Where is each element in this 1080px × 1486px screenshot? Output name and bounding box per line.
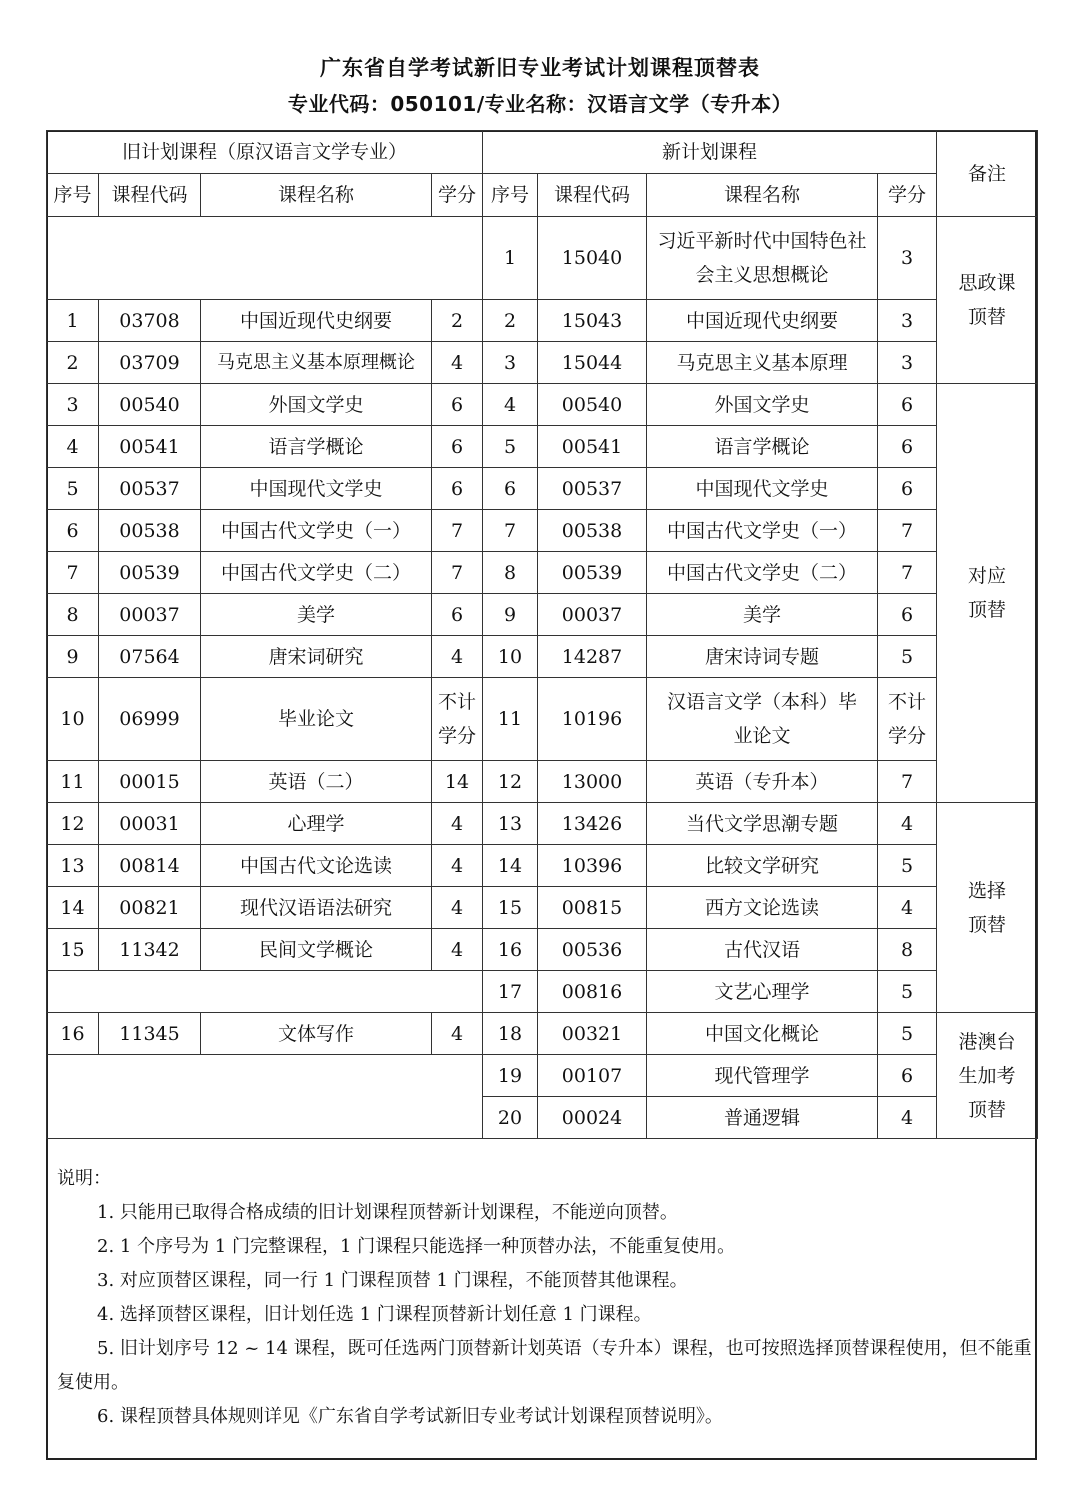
new-code-cell: 00537 — [538, 468, 647, 510]
page-title: 广东省自学考试新旧专业考试计划课程顶替表 — [320, 56, 760, 80]
new-seq-cell: 4 — [483, 384, 538, 426]
note-item: 5. 旧计划序号 12 ~ 14 课程，既可任选两门顶替新计划英语（专升本）课程，也可按照选择顶替课程使用，但不能重复使用。 — [57, 1338, 1032, 1393]
table-row — [47, 971, 1038, 1013]
new-code-cell: 14287 — [538, 636, 647, 678]
new-seq-cell: 2 — [483, 300, 538, 342]
old-credit-cell: 6 — [432, 594, 483, 636]
old-code-cell: 00540 — [99, 384, 201, 426]
old-name-cell: 文体写作 — [201, 1013, 432, 1055]
remark-header: 备注 — [937, 131, 1038, 217]
old-credit-cell: 6 — [432, 468, 483, 510]
new-seq-cell: 3 — [483, 342, 538, 384]
old-code-cell: 00037 — [99, 594, 201, 636]
new-name-cell: 西方文论选读 — [647, 887, 878, 929]
new-name-cell: 美学 — [647, 594, 878, 636]
remark-cell: 港澳台生加考顶替 — [937, 1013, 1038, 1139]
new-name-cell: 当代文学思潮专题 — [647, 803, 878, 845]
table-row — [47, 510, 1038, 552]
new-seq-cell: 17 — [483, 971, 538, 1013]
old-name-header: 课程名称 — [201, 174, 432, 217]
table-row — [47, 636, 1038, 678]
new-name-header: 课程名称 — [647, 174, 878, 217]
old-credit-cell: 4 — [432, 929, 483, 971]
table-row — [47, 678, 1038, 761]
new-code-cell: 00540 — [538, 384, 647, 426]
old-credit-cell: 4 — [432, 1013, 483, 1055]
old-code-header: 课程代码 — [99, 174, 201, 217]
new-credit-cell: 7 — [878, 552, 937, 594]
old-credit-cell: 4 — [432, 636, 483, 678]
table-row — [47, 384, 1038, 426]
new-credit-cell: 3 — [878, 342, 937, 384]
new-name-cell: 中国古代文学史（一） — [647, 510, 878, 552]
new-credit-cell: 8 — [878, 929, 937, 971]
new-name-cell: 外国文学史 — [647, 384, 878, 426]
old-credit-cell: 不计学分 — [432, 678, 483, 761]
old-code-cell: 06999 — [99, 678, 201, 761]
old-name-cell: 马克思主义基本原理概论 — [201, 342, 432, 384]
old-empty-cell — [47, 971, 483, 1013]
new-name-cell: 语言学概论 — [647, 426, 878, 468]
old-name-cell: 中国古代文论选读 — [201, 845, 432, 887]
new-code-cell: 00536 — [538, 929, 647, 971]
table-row — [47, 845, 1038, 887]
new-name-cell: 习近平新时代中国特色社会主义思想概论 — [647, 217, 878, 300]
new-code-cell: 00816 — [538, 971, 647, 1013]
old-code-cell: 00031 — [99, 803, 201, 845]
new-seq-cell: 14 — [483, 845, 538, 887]
new-name-cell: 比较文学研究 — [647, 845, 878, 887]
new-seq-cell: 19 — [483, 1055, 538, 1097]
new-code-cell: 00541 — [538, 426, 647, 468]
new-seq-cell: 6 — [483, 468, 538, 510]
old-code-cell: 07564 — [99, 636, 201, 678]
new-code-cell: 00539 — [538, 552, 647, 594]
old-name-cell: 中国古代文学史（一） — [201, 510, 432, 552]
replacement-table — [46, 130, 1038, 1139]
old-code-cell: 00821 — [99, 887, 201, 929]
new-name-cell: 中国古代文学史（二） — [647, 552, 878, 594]
old-name-cell: 美学 — [201, 594, 432, 636]
old-credit-cell: 6 — [432, 384, 483, 426]
new-credit-cell: 4 — [878, 803, 937, 845]
new-credit-cell: 5 — [878, 636, 937, 678]
new-seq-cell: 15 — [483, 887, 538, 929]
old-name-cell: 现代汉语语法研究 — [201, 887, 432, 929]
old-name-cell: 中国近现代史纲要 — [201, 300, 432, 342]
old-seq-cell: 9 — [47, 636, 99, 678]
new-credit-cell: 6 — [878, 384, 937, 426]
new-code-cell: 13426 — [538, 803, 647, 845]
new-name-cell: 马克思主义基本原理 — [647, 342, 878, 384]
new-code-cell: 13000 — [538, 761, 647, 803]
old-code-cell: 00537 — [99, 468, 201, 510]
old-plan-header: 旧计划课程（原汉语言文学专业） — [47, 131, 483, 174]
old-code-cell: 11345 — [99, 1013, 201, 1055]
old-name-cell: 心理学 — [201, 803, 432, 845]
note-item: 6. 课程顶替具体规则详见《广东省自学考试新旧专业考试计划课程顶替说明》。 — [97, 1406, 723, 1427]
new-seq-cell: 9 — [483, 594, 538, 636]
old-seq-header: 序号 — [47, 174, 99, 217]
new-credit-cell: 不计学分 — [878, 678, 937, 761]
old-code-cell: 00541 — [99, 426, 201, 468]
new-seq-cell: 12 — [483, 761, 538, 803]
new-credit-header: 学分 — [878, 174, 937, 217]
old-credit-cell: 7 — [432, 552, 483, 594]
old-credit-cell: 14 — [432, 761, 483, 803]
table-row — [47, 803, 1038, 845]
old-name-cell: 语言学概论 — [201, 426, 432, 468]
new-name-cell: 中国文化概论 — [647, 1013, 878, 1055]
new-credit-cell: 3 — [878, 217, 937, 300]
table-row — [47, 426, 1038, 468]
notes-label: 说明： — [57, 1168, 111, 1189]
new-seq-cell: 13 — [483, 803, 538, 845]
new-code-cell: 00538 — [538, 510, 647, 552]
new-seq-cell: 8 — [483, 552, 538, 594]
old-seq-cell: 2 — [47, 342, 99, 384]
old-seq-cell: 11 — [47, 761, 99, 803]
new-seq-cell: 16 — [483, 929, 538, 971]
new-code-header: 课程代码 — [538, 174, 647, 217]
old-seq-cell: 3 — [47, 384, 99, 426]
new-credit-cell: 3 — [878, 300, 937, 342]
new-seq-cell: 11 — [483, 678, 538, 761]
new-code-cell: 00107 — [538, 1055, 647, 1097]
new-credit-cell: 6 — [878, 426, 937, 468]
old-code-cell: 00539 — [99, 552, 201, 594]
new-credit-cell: 7 — [878, 761, 937, 803]
old-code-cell: 00538 — [99, 510, 201, 552]
new-credit-cell: 4 — [878, 887, 937, 929]
new-seq-cell: 18 — [483, 1013, 538, 1055]
table-row — [47, 552, 1038, 594]
new-credit-cell: 6 — [878, 1055, 937, 1097]
table-row — [47, 468, 1038, 510]
table-row — [47, 1013, 1038, 1055]
old-name-cell: 外国文学史 — [201, 384, 432, 426]
new-code-cell: 00024 — [538, 1097, 647, 1139]
new-code-cell: 15044 — [538, 342, 647, 384]
old-seq-cell: 4 — [47, 426, 99, 468]
old-code-cell: 03708 — [99, 300, 201, 342]
new-name-cell: 汉语言文学（本科）毕业论文 — [647, 678, 878, 761]
new-code-cell: 15040 — [538, 217, 647, 300]
table-row — [47, 761, 1038, 803]
old-credit-cell: 4 — [432, 887, 483, 929]
new-code-cell: 10396 — [538, 845, 647, 887]
new-code-cell: 15043 — [538, 300, 647, 342]
new-name-cell: 中国近现代史纲要 — [647, 300, 878, 342]
old-credit-cell: 4 — [432, 803, 483, 845]
old-empty-cell — [47, 217, 483, 300]
old-credit-cell: 6 — [432, 426, 483, 468]
new-code-cell: 00321 — [538, 1013, 647, 1055]
old-credit-cell: 4 — [432, 845, 483, 887]
old-seq-cell: 8 — [47, 594, 99, 636]
new-name-cell: 英语（专升本） — [647, 761, 878, 803]
old-name-cell: 中国现代文学史 — [201, 468, 432, 510]
new-credit-cell: 6 — [878, 468, 937, 510]
old-name-cell: 民间文学概论 — [201, 929, 432, 971]
note-item: 1. 只能用已取得合格成绩的旧计划课程顶替新计划课程，不能逆向顶替。 — [97, 1202, 678, 1223]
new-credit-cell: 7 — [878, 510, 937, 552]
note-item: 2. 1 个序号为 1 门完整课程，1 门课程只能选择一种顶替办法，不能重复使用。 — [97, 1236, 736, 1257]
new-plan-header: 新计划课程 — [483, 131, 937, 174]
new-name-cell: 唐宋诗词专题 — [647, 636, 878, 678]
old-code-cell: 00015 — [99, 761, 201, 803]
remark-cell: 思政课顶替 — [937, 217, 1038, 384]
new-seq-header: 序号 — [483, 174, 538, 217]
table-row — [47, 887, 1038, 929]
old-seq-cell: 14 — [47, 887, 99, 929]
table-row — [47, 217, 1038, 300]
table-row — [47, 929, 1038, 971]
page-subtitle: 专业代码：050101/专业名称：汉语言文学（专升本） — [287, 92, 793, 116]
new-seq-cell: 5 — [483, 426, 538, 468]
old-code-cell: 11342 — [99, 929, 201, 971]
old-name-cell: 毕业论文 — [201, 678, 432, 761]
new-code-cell: 10196 — [538, 678, 647, 761]
remark-cell: 对应顶替 — [937, 384, 1038, 803]
new-seq-cell: 20 — [483, 1097, 538, 1139]
new-code-cell: 00815 — [538, 887, 647, 929]
new-seq-cell: 7 — [483, 510, 538, 552]
old-seq-cell: 6 — [47, 510, 99, 552]
new-code-cell: 00037 — [538, 594, 647, 636]
old-credit-cell: 7 — [432, 510, 483, 552]
old-seq-cell: 5 — [47, 468, 99, 510]
old-empty-cell — [47, 1055, 483, 1139]
old-code-cell: 03709 — [99, 342, 201, 384]
new-name-cell: 现代管理学 — [647, 1055, 878, 1097]
old-credit-header: 学分 — [432, 174, 483, 217]
table-row — [47, 342, 1038, 384]
remark-cell: 选择顶替 — [937, 803, 1038, 1013]
old-seq-cell: 1 — [47, 300, 99, 342]
table-row — [47, 594, 1038, 636]
notes-section — [57, 1162, 1032, 1434]
old-name-cell: 唐宋词研究 — [201, 636, 432, 678]
new-credit-cell: 6 — [878, 594, 937, 636]
old-credit-cell: 4 — [432, 342, 483, 384]
old-seq-cell: 7 — [47, 552, 99, 594]
new-name-cell: 古代汉语 — [647, 929, 878, 971]
old-name-cell: 英语（二） — [201, 761, 432, 803]
old-seq-cell: 15 — [47, 929, 99, 971]
old-credit-cell: 2 — [432, 300, 483, 342]
old-seq-cell: 12 — [47, 803, 99, 845]
old-seq-cell: 16 — [47, 1013, 99, 1055]
new-credit-cell: 5 — [878, 845, 937, 887]
note-item: 4. 选择顶替区课程，旧计划任选 1 门课程顶替新计划任意 1 门课程。 — [97, 1304, 652, 1325]
new-name-cell: 中国现代文学史 — [647, 468, 878, 510]
old-name-cell: 中国古代文学史（二） — [201, 552, 432, 594]
table-row — [47, 300, 1038, 342]
note-item: 3. 对应顶替区课程，同一行 1 门课程顶替 1 门课程，不能顶替其他课程。 — [97, 1270, 688, 1291]
new-credit-cell: 4 — [878, 1097, 937, 1139]
table-row — [47, 1055, 1038, 1097]
new-name-cell: 普通逻辑 — [647, 1097, 878, 1139]
new-credit-cell: 5 — [878, 1013, 937, 1055]
new-credit-cell: 5 — [878, 971, 937, 1013]
new-name-cell: 文艺心理学 — [647, 971, 878, 1013]
new-seq-cell: 10 — [483, 636, 538, 678]
new-seq-cell: 1 — [483, 217, 538, 300]
old-seq-cell: 10 — [47, 678, 99, 761]
old-seq-cell: 13 — [47, 845, 99, 887]
old-code-cell: 00814 — [99, 845, 201, 887]
